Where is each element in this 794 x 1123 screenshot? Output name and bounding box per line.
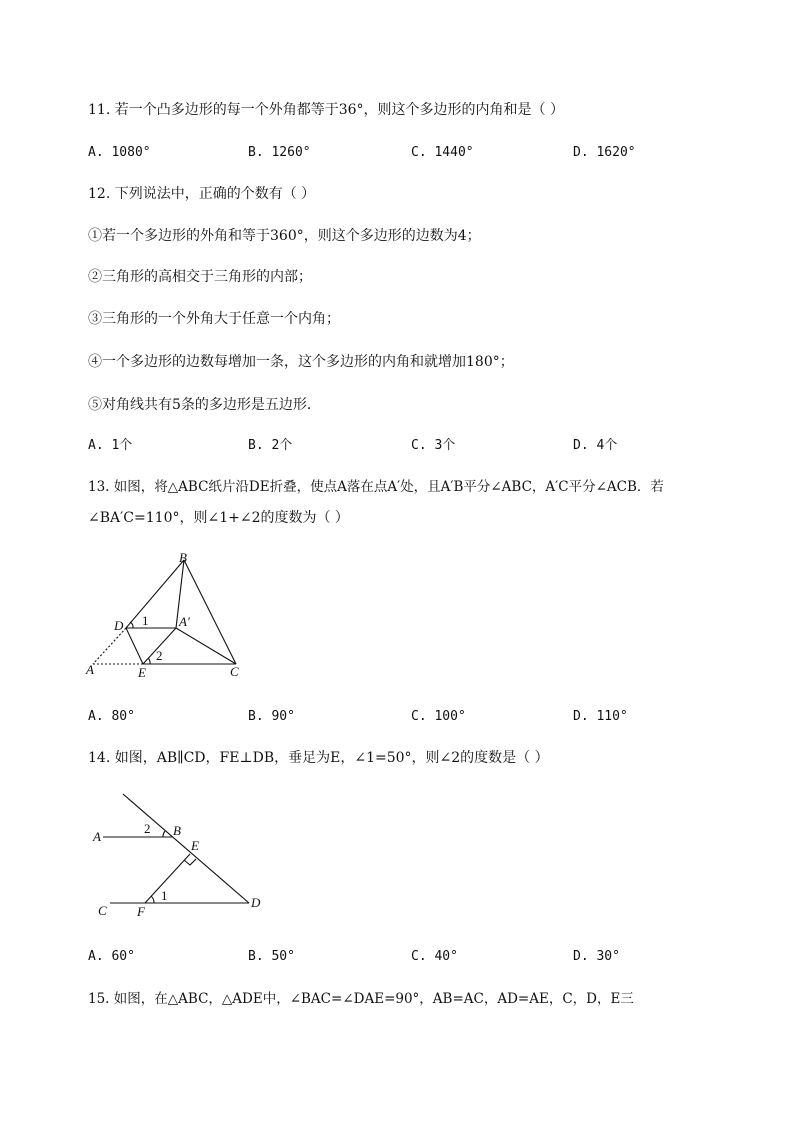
q14-label-angle1: 1 (161, 888, 168, 903)
q14-figure (88, 788, 273, 923)
q12-option-a: A. 1个 (88, 438, 133, 453)
q14-stem: 14. 如图，AB∥CD，FE⊥DB，垂足为E，∠1=50°，则∠2的度数是（ ） (88, 750, 549, 766)
q13-figure (80, 548, 260, 682)
q13-label-angle2: 2 (156, 648, 163, 663)
q14-line-bd (123, 794, 249, 903)
q12-statement-1: ①若一个多边形的外角和等于360°，则这个多边形的边数为4； (88, 228, 481, 244)
q13-label-e: E (138, 665, 146, 680)
q14-angle1-arc (151, 896, 154, 903)
q14-label-c: C (98, 903, 107, 918)
q12-stem: 12. 下列说法中，正确的个数有（ ） (88, 186, 316, 202)
q13-option-a: A. 80° (88, 709, 135, 724)
q12-option-c: C. 3个 (411, 438, 456, 453)
q13-option-c: C. 100° (411, 709, 466, 724)
q14-options (88, 947, 708, 967)
q11-option-c: C. 1440° (411, 145, 474, 160)
q13-label-c: C (230, 664, 239, 679)
q12-statement-4: ④一个多边形的边数每增加一条，这个多边形的内角和就增加180°； (88, 354, 514, 370)
q12-option-d: D. 4个 (573, 438, 618, 453)
q14-label-d: D (251, 895, 261, 910)
q13-label-a: A (86, 662, 94, 677)
q14-label-b: B (173, 823, 181, 838)
q14-right-angle-mark (184, 859, 196, 865)
q12-option-b: B. 2个 (248, 438, 293, 453)
q13-segment-de (126, 628, 143, 664)
q11-option-a: A. 1080° (88, 145, 151, 160)
q13-stem-line2: ∠BA′C=110°，则∠1+∠2的度数为（ ） (88, 510, 349, 526)
q14-option-a: A. 60° (88, 949, 135, 964)
q14-label-e: E (191, 838, 199, 853)
q14-label-a: A (93, 829, 101, 844)
q13-segment-bd (126, 560, 184, 628)
q12-statement-3: ③三角形的一个外角大于任意一个内角； (88, 311, 340, 327)
q12-statement-2: ②三角形的高相交于三角形的内部； (88, 269, 312, 285)
q14-option-d: D. 30° (573, 949, 620, 964)
q13-segment-da-dashed (93, 628, 126, 664)
q15-stem: 15. 如图，在△ABC，△ADE中，∠BAC=∠DAE=90°，AB=AC，AD=AE，C，D，E三 (88, 991, 634, 1007)
q12-options (88, 436, 708, 456)
q13-label-angle1: 1 (142, 613, 149, 628)
q14-angle2-arc (163, 831, 165, 837)
q11-stem: 11. 若一个凸多边形的每一个外角都等于36°，则这个多边形的内角和是（ ） (88, 102, 564, 118)
q13-label-b: B (179, 550, 187, 565)
q13-option-b: B. 90° (248, 709, 295, 724)
q11-option-b: B. 1260° (248, 145, 311, 160)
q12-statement-5: ⑤对角线共有5条的多边形是五边形． (88, 397, 321, 413)
q13-stem-line1: 13. 如图，将△ABC纸片沿DE折叠，使点A落在点A′处，且A′B平分∠ABC，A′C平分∠ACB．若 (88, 479, 664, 495)
q14-option-b: B. 50° (248, 949, 295, 964)
q13-options (88, 707, 708, 727)
q13-angle1-arc (130, 622, 133, 628)
q13-angle2-arc (148, 658, 150, 664)
q14-segment-fe (145, 854, 190, 903)
q11-options (88, 143, 708, 163)
q13-label-d: D (114, 618, 124, 633)
q13-label-a-prime: A′ (179, 614, 190, 629)
q11-option-d: D. 1620° (573, 145, 636, 160)
q14-option-c: C. 40° (411, 949, 458, 964)
q13-option-d: D. 110° (573, 709, 628, 724)
q14-label-f: F (137, 904, 145, 919)
q14-label-angle2: 2 (144, 821, 151, 836)
